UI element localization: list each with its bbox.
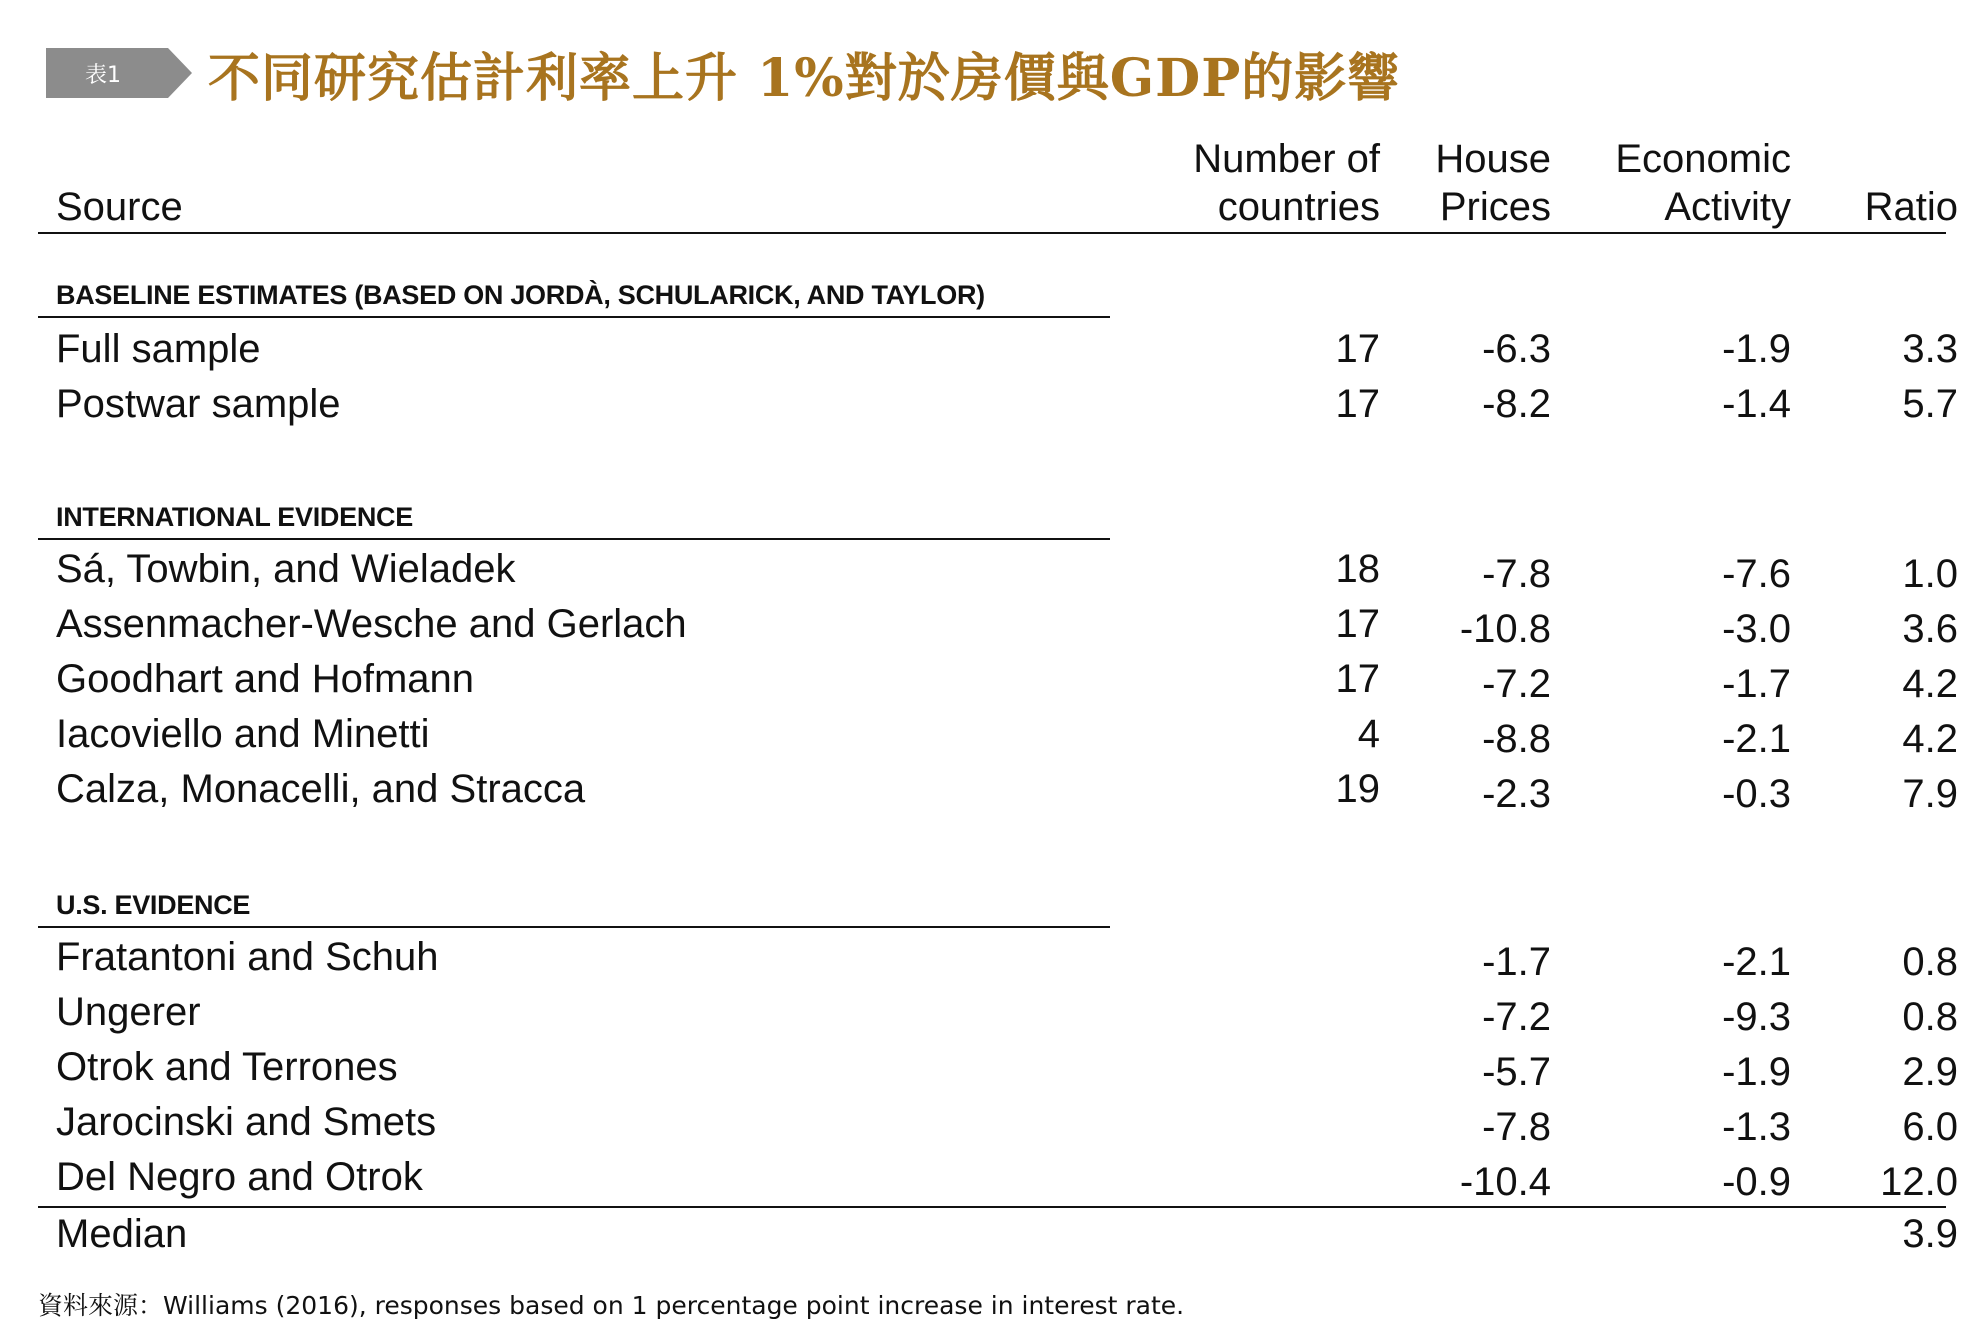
section-rule-international xyxy=(38,538,1110,540)
table-row xyxy=(38,379,1958,429)
table-row xyxy=(38,654,1958,706)
header-countries-line1: Number of xyxy=(1193,137,1380,181)
cell-source: Assenmacher-Wesche and Gerlach xyxy=(56,602,687,646)
cell-source: Ungerer xyxy=(56,990,201,1034)
section-label-us: U.S. EVIDENCE xyxy=(56,890,251,920)
median-rule xyxy=(38,1206,1946,1208)
median-label: Median xyxy=(56,1212,188,1256)
cell-ratio: 5.7 xyxy=(1902,382,1958,426)
cell-economic-activity: -0.9 xyxy=(1722,1160,1791,1204)
cell-economic-activity: -1.9 xyxy=(1722,327,1791,371)
header-house-line2: Prices xyxy=(1439,185,1551,229)
cell-source: Jarocinski and Smets xyxy=(56,1100,437,1144)
cell-ratio: 2.9 xyxy=(1902,1050,1958,1094)
table-number-tag: 表1 xyxy=(46,48,168,98)
cell-source: Calza, Monacelli, and Stracca xyxy=(56,767,586,811)
cell-economic-activity: -2.1 xyxy=(1722,717,1791,761)
cell-ratio: 12.0 xyxy=(1880,1160,1958,1204)
cell-economic-activity: -3.0 xyxy=(1722,607,1791,651)
cell-countries: 17 xyxy=(1335,382,1380,426)
cell-economic-activity: -7.6 xyxy=(1722,552,1791,596)
cell-house-prices: -7.2 xyxy=(1482,995,1551,1039)
cell-house-prices: -10.8 xyxy=(1459,607,1551,651)
cell-house-prices: -7.8 xyxy=(1482,1105,1551,1149)
cell-source: Del Negro and Otrok xyxy=(56,1155,423,1199)
cell-source: Goodhart and Hofmann xyxy=(56,657,475,701)
cell-ratio: 3.6 xyxy=(1902,607,1958,651)
cell-countries: 18 xyxy=(1335,547,1380,591)
table-row xyxy=(38,544,1958,596)
cell-house-prices: -7.2 xyxy=(1482,662,1551,706)
cell-house-prices: -1.7 xyxy=(1482,940,1551,984)
cell-house-prices: -6.3 xyxy=(1482,327,1551,371)
header-source: Source xyxy=(56,185,183,229)
table-row xyxy=(38,764,1958,816)
header-rule xyxy=(38,232,1946,234)
cell-house-prices: -7.8 xyxy=(1482,552,1551,596)
table-row xyxy=(38,1097,1958,1149)
table-title: 不同研究估計利率上升 1%對於房價與GDP的影響 xyxy=(208,47,1401,109)
table-row xyxy=(38,324,1958,374)
cell-ratio: 0.8 xyxy=(1902,940,1958,984)
cell-economic-activity: -1.7 xyxy=(1722,662,1791,706)
cell-countries: 17 xyxy=(1335,657,1380,701)
cell-source: Full sample xyxy=(56,327,261,371)
cell-ratio: 4.2 xyxy=(1902,717,1958,761)
cell-countries: 19 xyxy=(1335,767,1380,811)
table-row xyxy=(38,599,1958,651)
cell-economic-activity: -0.3 xyxy=(1722,772,1791,816)
cell-source: Fratantoni and Schuh xyxy=(56,935,439,979)
cell-source: Iacoviello and Minetti xyxy=(56,712,430,756)
cell-economic-activity: -1.3 xyxy=(1722,1105,1791,1149)
cell-economic-activity: -2.1 xyxy=(1722,940,1791,984)
cell-ratio: 3.3 xyxy=(1902,327,1958,371)
median-ratio: 3.9 xyxy=(1902,1212,1958,1256)
cell-source: Otrok and Terrones xyxy=(56,1045,398,1089)
section-label-baseline: BASELINE ESTIMATES (BASED ON JORDÀ, SCHULARICK, AND TAYLOR) xyxy=(56,280,985,310)
cell-ratio: 6.0 xyxy=(1902,1105,1958,1149)
table-row xyxy=(38,1152,1958,1204)
table-title-bar xyxy=(46,38,1400,108)
section-label-international: INTERNATIONAL EVIDENCE xyxy=(56,502,413,532)
cell-economic-activity: -9.3 xyxy=(1722,995,1791,1039)
header-countries-line2: countries xyxy=(1217,185,1380,229)
median-row xyxy=(38,1209,1958,1259)
cell-house-prices: -2.3 xyxy=(1482,772,1551,816)
section-rule-us xyxy=(38,926,1110,928)
cell-countries: 17 xyxy=(1335,327,1380,371)
table-row xyxy=(38,1042,1958,1094)
cell-source: Sá, Towbin, and Wieladek xyxy=(56,547,516,591)
header-econ-line1: Economic xyxy=(1615,137,1791,181)
cell-economic-activity: -1.4 xyxy=(1722,382,1791,426)
cell-house-prices: -8.2 xyxy=(1482,382,1551,426)
cell-ratio: 1.0 xyxy=(1902,552,1958,596)
header-econ-line2: Activity xyxy=(1664,185,1791,229)
cell-house-prices: -5.7 xyxy=(1482,1050,1551,1094)
table-row xyxy=(38,987,1958,1039)
section-rule-baseline xyxy=(38,316,1110,318)
table-row xyxy=(38,932,1958,984)
cell-house-prices: -8.8 xyxy=(1482,717,1551,761)
cell-ratio: 4.2 xyxy=(1902,662,1958,706)
cell-countries: 4 xyxy=(1357,712,1380,756)
cell-ratio: 7.9 xyxy=(1902,772,1958,816)
source-footnote: 資料來源：Williams (2016), responses based on 1 percentage point increase in interest rate. xyxy=(38,1291,1185,1320)
cell-house-prices: -10.4 xyxy=(1459,1160,1551,1204)
header-ratio: Ratio xyxy=(1864,185,1958,229)
table-row xyxy=(38,709,1958,761)
cell-countries: 17 xyxy=(1335,602,1380,646)
cell-economic-activity: -1.9 xyxy=(1722,1050,1791,1094)
cell-source: Postwar sample xyxy=(56,382,341,426)
header-house-line1: House xyxy=(1435,137,1551,181)
cell-ratio: 0.8 xyxy=(1902,995,1958,1039)
